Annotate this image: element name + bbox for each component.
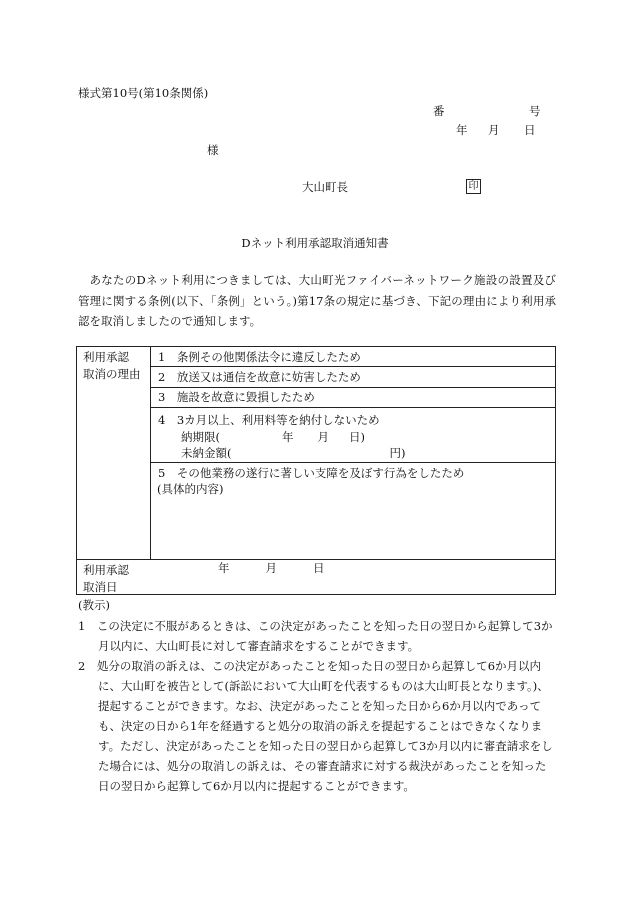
reason-3: 3 施設を故意に毀損したため [158, 390, 315, 404]
day-label: 日 [524, 123, 536, 137]
cancel-year: 年 [218, 561, 230, 575]
reason-4: 4 3カ月以上、利用料等を納付しないため [158, 413, 380, 427]
issue-date-line [456, 123, 536, 138]
due-year: 年 [282, 430, 294, 444]
reason-2: 2 放送又は通信を故意に妨害したため [158, 370, 361, 384]
notice-heading: (教示) [78, 598, 110, 612]
row-divider [151, 462, 555, 463]
year-label: 年 [456, 123, 468, 137]
unpaid-amount-line [181, 445, 406, 461]
month-label: 月 [488, 123, 500, 137]
label-date-line2: 取消日 [83, 580, 118, 594]
label-reason [83, 349, 141, 383]
seal-mark: 印 [466, 179, 481, 194]
row-divider [151, 407, 555, 408]
cancel-month: 月 [265, 561, 277, 575]
label-date-line1: 利用承認 [83, 563, 129, 577]
unpaid-close: 円) [389, 446, 406, 460]
label-cancel-date [83, 562, 129, 596]
due-month: 月 [317, 430, 329, 444]
row-divider [77, 559, 555, 560]
cancel-day: 日 [313, 561, 325, 575]
mayor-name: 大山町長 [302, 180, 348, 194]
due-day-close: 日) [349, 430, 365, 444]
reason-table [76, 346, 556, 595]
ban-label: 番 [433, 104, 445, 118]
form-number: 様式第10号(第10条関係) [78, 86, 209, 100]
cancel-date-value [218, 561, 325, 576]
notice-item-2: 2 処分の取消の訴えは、この決定があったことを知った日の翌日から起算して6か月以内に、大山町を被告として(訴訟において大山町を代表するものは大山町長となります。)、提起することができます。なお、決定があったことを知った日から6か月以内であっても、決定の日から1年を経過すると処分の取消の訴えを提起することはできなくなります。ただし、決定があったことを知った日の翌日から起算して3か月以内に審査請求をした場合には、処分の取消しの訴えは、その審査請求に対する裁決があったことを知った日の翌日から起算して6か月以内に提起することができます。 [78, 659, 553, 793]
reason-1: 1 条例その他関係法令に違反したため [158, 350, 361, 364]
document-number-line [433, 104, 541, 119]
reason-5-detail: (具体的内容) [157, 482, 224, 496]
label-reason-line1: 利用承認 [83, 350, 129, 364]
label-reason-line2: 取消の理由 [83, 367, 141, 381]
body-paragraph: あなたのDネット利用につきましては、大山町光ファイバーネットワーク施設の設置及び管理に関する条例(以下、「条例」という。)第17条の規定に基づき、下記の理由により利用承認を取消しましたので通知します。 [78, 273, 556, 328]
due-label: 納期限( [181, 430, 220, 444]
go-label: 号 [529, 104, 541, 118]
row-divider [151, 387, 555, 388]
addressee-sama: 様 [207, 143, 219, 157]
reason-5: 5 その他業務の遂行に著しい支障を及ぼす行為をしたため [158, 466, 465, 480]
due-date-line [181, 429, 365, 445]
notice-item-1: 1 この決定に不服があるときは、この決定があったことを知った日の翌日から起算して3か月以内に、大山町長に対して審査請求をすることができます。 [78, 619, 553, 653]
row-divider [151, 366, 555, 367]
unpaid-label: 未納金額( [181, 446, 232, 460]
document-title: Dネット利用承認取消通知書 [241, 236, 389, 250]
